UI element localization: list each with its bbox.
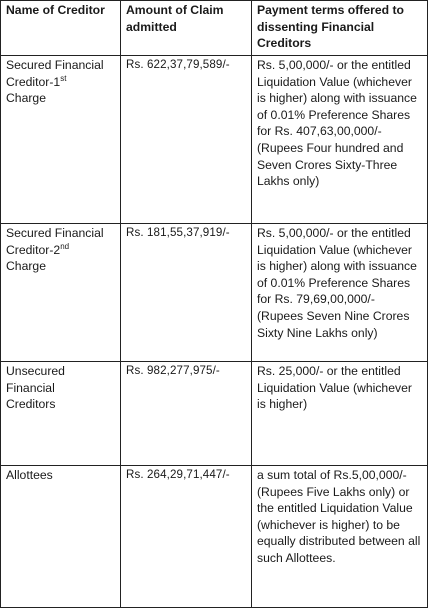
creditor-name-cell: [1, 466, 121, 608]
creditor-name-line: Charge: [6, 91, 46, 106]
table-row: [1, 56, 428, 224]
payment-terms-cell: Rs. 5,00,000/- or the entitled Liquidation Value (whichever is higher) along with issuance of 0.01% Preference Shares for Rs. 79,69,00,000/- (Rupees Seven Nine Crores Sixty Nine Lakhs only): [252, 224, 428, 362]
creditor-name-line: Unsecured: [6, 364, 65, 378]
payment-terms-cell: a sum total of Rs.5,00,000/- (Rupees Five Lakhs only) or the entitled Liquidation Value (whichever is higher) to be equally distributed between all such Allottees.: [252, 466, 428, 608]
creditor-name-line: Creditors: [6, 397, 56, 412]
claim-amount-cell: Rs. 181,55,37,919/-: [121, 224, 252, 362]
ordinal-suffix: st: [60, 73, 67, 83]
creditor-name-line: Creditor-1: [6, 74, 61, 89]
creditor-name-cell: [1, 224, 121, 362]
claim-amount-cell: Rs. 264,29,71,447/-: [121, 466, 252, 608]
creditor-name-cell: [1, 56, 121, 224]
creditor-name-cell: [1, 362, 121, 466]
table-header-row: [1, 1, 428, 56]
creditor-name-line: Secured Financial: [6, 58, 104, 72]
claim-amount-cell: Rs. 982,277,975/-: [121, 362, 252, 466]
creditor-name-line: Creditor-2: [6, 242, 61, 257]
table-row: [1, 362, 428, 466]
ordinal-suffix: nd: [60, 241, 70, 251]
table-row: [1, 224, 428, 362]
table-row: [1, 466, 428, 608]
header-name-of-creditor: Name of Creditor: [1, 1, 121, 56]
creditor-name-line: Secured Financial: [6, 226, 104, 240]
creditor-name-line: Allottees: [6, 468, 53, 482]
header-amount-of-claim: Amount of Claim admitted: [121, 1, 252, 56]
creditor-name-line: Charge: [6, 259, 46, 274]
header-payment-terms: Payment terms offered to dissenting Financial Creditors: [252, 1, 428, 56]
claim-amount-cell: Rs. 622,37,79,589/-: [121, 56, 252, 224]
payment-terms-cell: Rs. 25,000/- or the entitled Liquidation Value (whichever is higher): [252, 362, 428, 466]
creditor-name-line: Financial: [6, 380, 55, 395]
payment-terms-cell: Rs. 5,00,000/- or the entitled Liquidation Value (whichever is higher) along with issuance of 0.01% Preference Shares for Rs. 407,63,00,000/- (Rupees Four hundred and Seven Crores Sixty-Three Lakhs only): [252, 56, 428, 224]
